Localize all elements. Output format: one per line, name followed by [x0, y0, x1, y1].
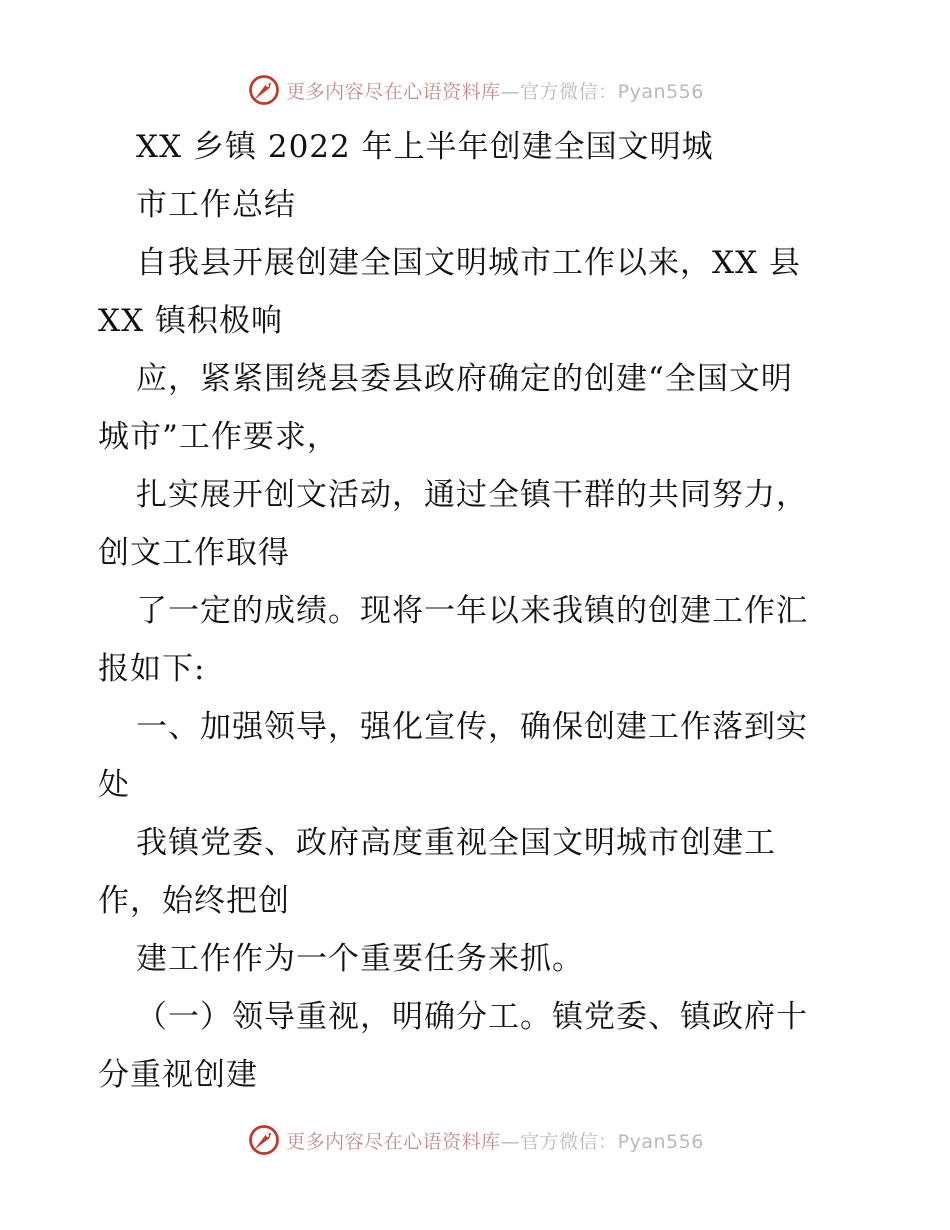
- pen-nib-logo-icon: [246, 72, 282, 108]
- paragraph-line: 扎实展开创文活动，通过全镇干群的共同努力，: [136, 477, 808, 513]
- paragraph-line: 应，紧紧围绕县委县政府确定的创建“全国文明: [136, 361, 793, 397]
- paragraph-line: 作，始终把创: [98, 883, 290, 919]
- section-heading-line: 处: [98, 767, 130, 803]
- paragraph-line: 分重视创建: [98, 1057, 258, 1093]
- header-watermark: [0, 70, 950, 110]
- section-heading-line: 一、加强领导，强化宣传，确保创建工作落到实: [136, 709, 808, 745]
- paragraph-line: 建工作作为一个重要任务来抓。: [136, 941, 584, 977]
- pen-nib-logo-icon: [246, 1122, 282, 1158]
- paragraph-line: 城市”工作要求，: [98, 419, 339, 455]
- footer-watermark: [0, 1120, 950, 1160]
- watermark-text: 更多内容尽在心语资料库—官方微信：Pyan556: [286, 1130, 704, 1153]
- paragraph-line: 报如下:: [98, 651, 206, 687]
- watermark-text: 更多内容尽在心语资料库—官方微信：Pyan556: [286, 80, 704, 103]
- title-line-2: 市工作总结: [136, 187, 296, 223]
- paragraph-line: XX 镇积极响: [98, 303, 283, 339]
- subsection-heading-line: （一）领导重视，明确分工。镇党委、镇政府十: [136, 999, 808, 1035]
- paragraph-line: 自我县开展创建全国文明城市工作以来，XX 县: [136, 245, 801, 281]
- paragraph-line: 创文工作取得: [98, 535, 290, 571]
- title-line-1: XX 乡镇 2022 年上半年创建全国文明城: [136, 129, 714, 165]
- document-body: [98, 118, 858, 1104]
- paragraph-line: 了一定的成绩。现将一年以来我镇的创建工作汇: [136, 593, 808, 629]
- paragraph-line: 我镇党委、政府高度重视全国文明城市创建工: [136, 825, 776, 861]
